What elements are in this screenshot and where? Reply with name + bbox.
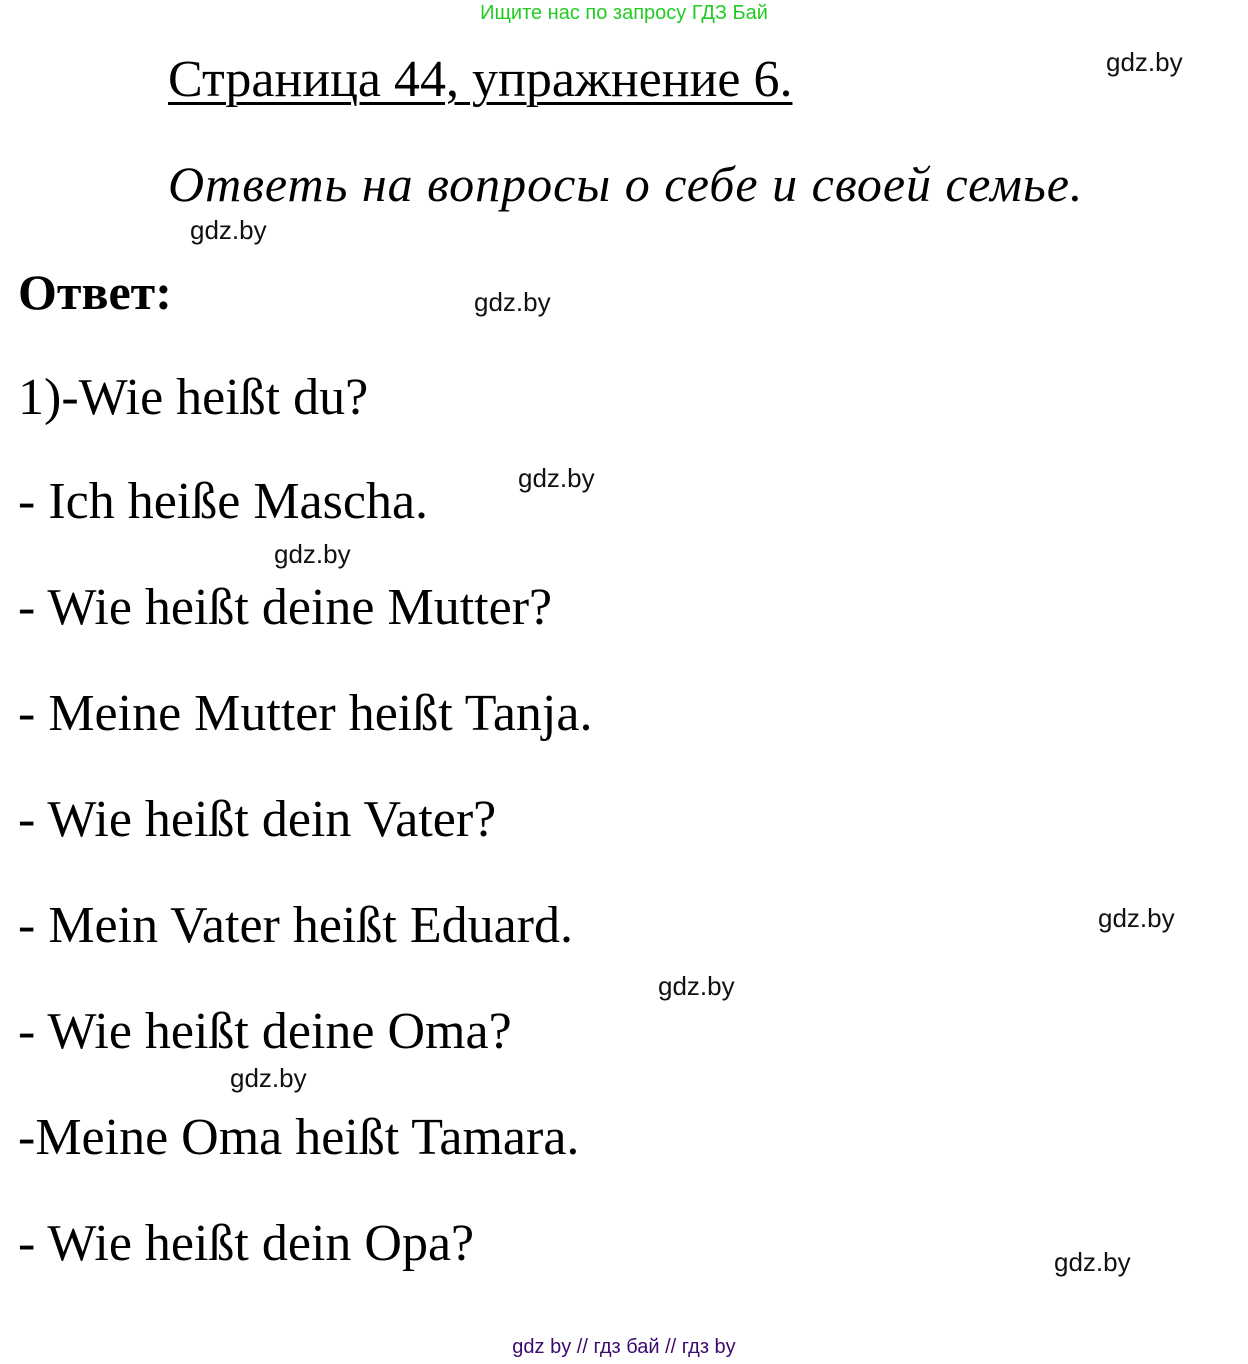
watermark: gdz.by bbox=[658, 971, 735, 1001]
answer-line: - Wie heißt deine Oma? bbox=[18, 1003, 512, 1060]
answer-line: -Meine Oma heißt Tamara. bbox=[18, 1109, 580, 1166]
watermark: gdz.by bbox=[1098, 903, 1175, 933]
page-title: Страница 44, упражнение 6. bbox=[168, 51, 793, 108]
answer-line: 1)-Wie heißt du? bbox=[18, 369, 369, 426]
answer-line: - Wie heißt dein Opa? bbox=[18, 1215, 475, 1272]
watermark: gdz.by bbox=[190, 215, 267, 245]
footer-links[interactable]: gdz by // гдз бай // гдз by bbox=[512, 1336, 736, 1358]
watermark: gdz.by bbox=[230, 1063, 307, 1093]
answer-line: - Meine Mutter heißt Tanja. bbox=[18, 685, 593, 742]
answer-heading: Ответ: bbox=[18, 264, 172, 320]
watermark: gdz.by bbox=[1054, 1247, 1131, 1277]
task-description: Ответь на вопросы о себе и своей семье. bbox=[168, 156, 1084, 212]
top-banner-link[interactable]: Ищите нас по запросу ГДЗ Бай bbox=[480, 2, 768, 24]
watermark: gdz.by bbox=[274, 539, 351, 569]
answer-line: - Wie heißt deine Mutter? bbox=[18, 579, 553, 636]
watermark: gdz.by bbox=[518, 463, 595, 493]
watermark: gdz.by bbox=[1106, 47, 1183, 77]
answer-line: - Ich heiße Mascha. bbox=[18, 473, 429, 530]
answer-line: - Wie heißt dein Vater? bbox=[18, 791, 497, 848]
watermark: gdz.by bbox=[474, 287, 551, 317]
answer-line: - Mein Vater heißt Eduard. bbox=[18, 897, 573, 954]
